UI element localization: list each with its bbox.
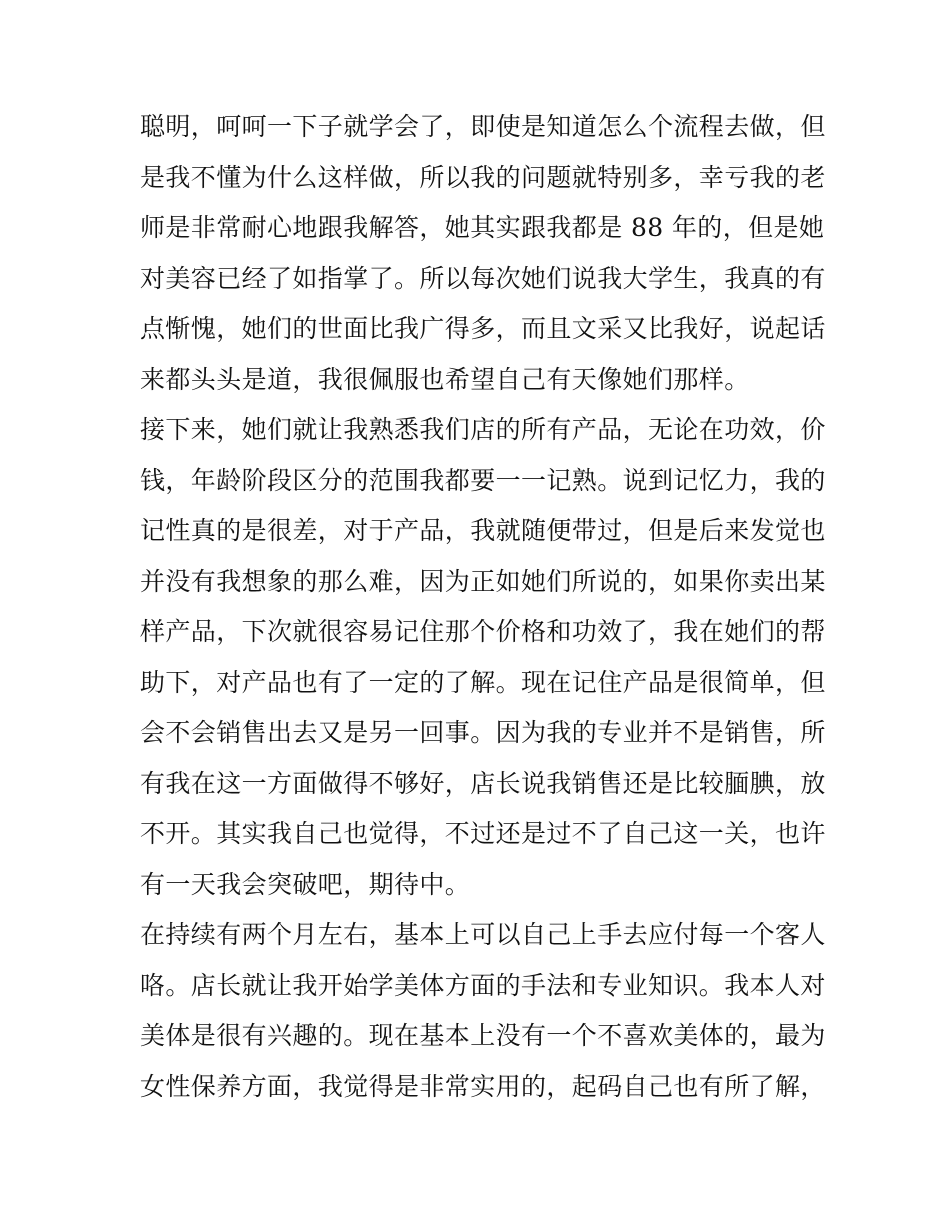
text-line-2: 是我不懂为什么这样做，所以我的问题就特别多，幸亏我的老 [140,162,826,192]
text-line-6: 来都头头是道，我很佩服也希望自己有天像她们那样。 [140,364,750,394]
text-line-8: 钱，年龄阶段区分的范围我都要一一记熟。说到记忆力，我的 [140,465,826,495]
text-line-9: 记性真的是很差，对于产品，我就随便带过，但是后来发觉也 [140,516,826,545]
text-line-1: 聪明，呵呵一下子就学会了，即使是知道怎么个流程去做，但 [140,112,826,141]
text-line-19: 美体是很有兴趣的。现在基本上没有一个不喜欢美体的，最为 [140,1021,826,1050]
text-line-4: 对美容已经了如指掌了。所以每次她们说我大学生，我真的有 [140,263,826,293]
text-line-10: 并没有我想象的那么难，因为正如她们所说的，如果你卖出某 [140,566,826,596]
text-line-20: 女性保养方面，我觉得是非常实用的，起码自己也有所了解， [140,1071,826,1101]
text-line-14: 有我在这一方面做得不够好，店长说我销售还是比较腼腆，放 [140,768,826,798]
text-line-17: 在持续有两个月左右，基本上可以自己上手去应付每一个客人 [140,920,826,949]
text-line-13: 会不会销售出去又是另一回事。因为我的专业并不是销售，所 [140,718,826,747]
text-line-5: 点惭愧，她们的世面比我广得多，而且文采又比我好，说起话 [140,314,826,343]
text-line-11: 样产品，下次就很容易记住那个价格和功效了，我在她们的帮 [140,617,826,646]
text-line-3: 师是非常耐心地跟我解答，她其实跟我都是 88 年的，但是她 [140,213,825,242]
text-line-15: 不开。其实我自己也觉得，不过还是过不了自己这一关，也许 [140,819,826,848]
text-line-7: 接下来，她们就让我熟悉我们店的所有产品，无论在功效，价 [140,415,826,444]
body-text [140,102,826,1112]
text-line-16: 有一天我会突破吧，期待中。 [140,869,471,899]
text-line-12: 助下，对产品也有了一定的了解。现在记住产品是很简单，但 [140,667,826,697]
text-line-18: 咯。店长就让我开始学美体方面的手法和专业知识。我本人对 [140,970,826,1000]
